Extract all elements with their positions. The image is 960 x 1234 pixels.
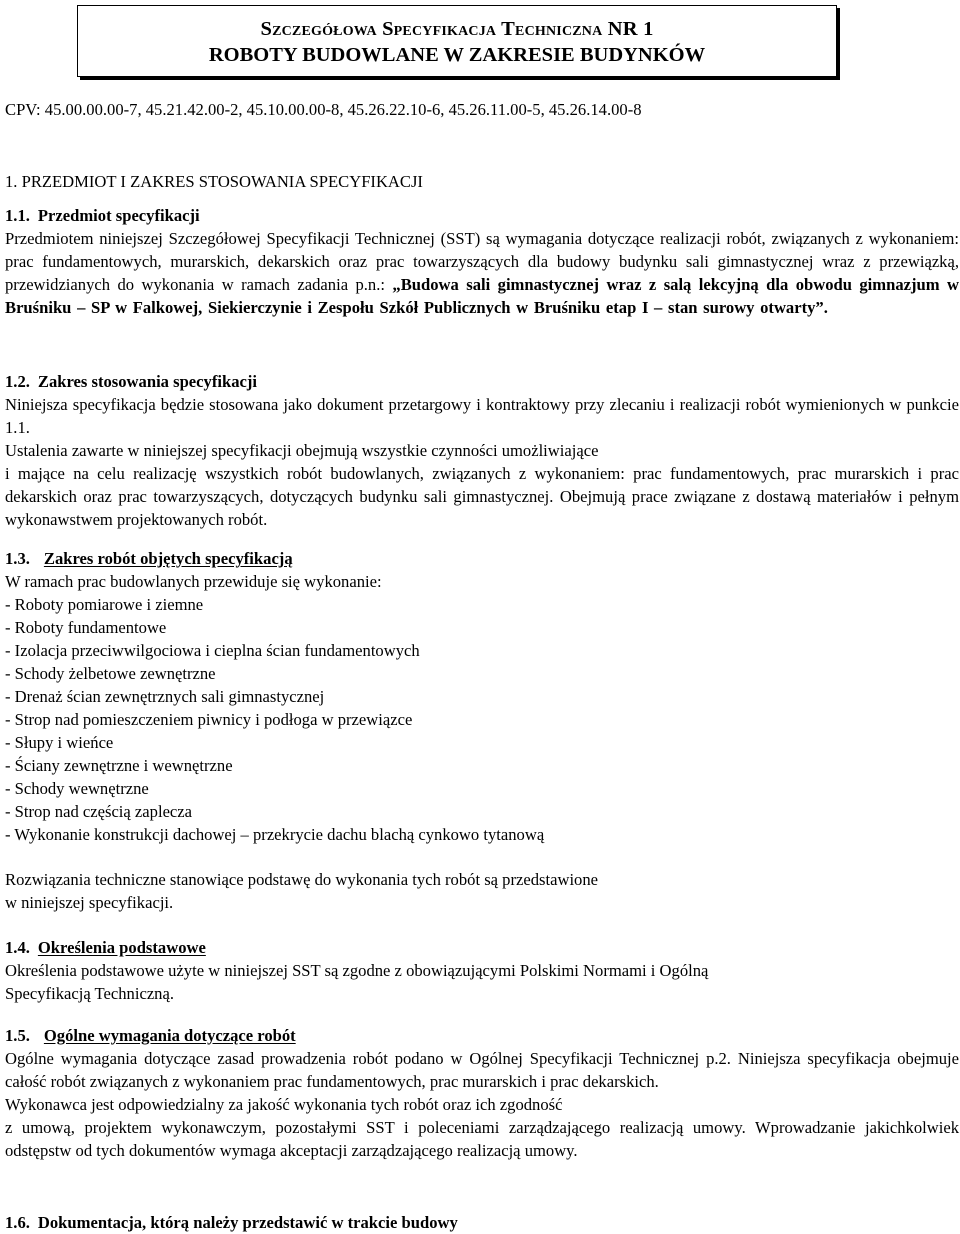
section-1-5-para2-rest: z umową, projektem wykonawczym, pozostałymi SST i poleceniami zarządzającego realizacją umowy. Wprowadzanie jakichkolwiek odstępstw od tych dokumentów wymaga akceptacji zarządzającego realizacją umowy. <box>5 1118 959 1160</box>
section-1-1 <box>5 204 959 319</box>
section-1-3-intro: W ramach prac budowlanych przewiduje się wykonanie: <box>5 572 382 591</box>
section-1-2-para2-line1: Ustalenia zawarte w niniejszej specyfikacji obejmują wszystkie czynności umożliwiające <box>5 441 599 460</box>
section-title: Określenia podstawowe <box>37 938 206 957</box>
document-title: Szczegółowa Specyfikacja Techniczna NR 1 <box>260 18 654 40</box>
list-item: - Ściany zewnętrzne i wewnętrzne <box>5 756 233 775</box>
document-subtitle: ROBOTY BUDOWLANE W ZAKRESIE BUDYNKÓW <box>208 44 706 66</box>
list-item: - Roboty fundamentowe <box>5 618 167 637</box>
list-item: - Wykonanie konstrukcji dachowej – przekrycie dachu blachą cynkowo tytanową <box>5 825 545 844</box>
section-number: 1.1. <box>5 206 30 225</box>
section-1-3-outro-line1: Rozwiązania techniczne stanowiące podstawę do wykonania tych robót są przedstawione <box>5 870 599 889</box>
section-1-heading: 1. PRZEDMIOT I ZAKRES STOSOWANIA SPECYFIKACJI <box>5 172 423 191</box>
section-1-1-project-name: „Budowa sali gimnastycznej wraz z salą lekcyjną dla obwodu gimnazjum w Bruśniku – SP w Falkowej, Siekierczynie i Zespołu Szkół Publicznych w Bruśniku etap I – stan surowy otwarty”. <box>5 275 959 317</box>
section-1-4-line1: Określenia podstawowe użyte w niniejszej SST są zgodne z obowiązującymi Polskimi Normami i Ogólną <box>5 961 709 980</box>
section-1-1-heading <box>5 204 959 227</box>
section-1-2-para1: Niniejsza specyfikacja będzie stosowana jako dokument przetargowy i kontraktowy przy zlecaniu i realizacji robót wymienionych w punkcie 1.1. <box>5 395 959 437</box>
section-number: 1.5. <box>5 1026 30 1045</box>
section-title: Ogólne wymagania dotyczące robót <box>43 1026 296 1045</box>
section-1-5-para1: Ogólne wymagania dotyczące zasad prowadzenia robót podano w Ogólnej Specyfikacji Technicznej p.2. Niniejsza specyfikacja obejmuje całość robót związanych z wykonaniem prac fundamentowych, prac murarskich i prac dekarskich. <box>5 1049 959 1091</box>
section-number: 1.3. <box>5 549 30 568</box>
section-title: Dokumentacja, którą należy przedstawić w trakcie budowy <box>37 1213 458 1232</box>
section-1-3 <box>5 547 959 914</box>
title-box <box>77 5 837 77</box>
section-number: 1.2. <box>5 372 30 391</box>
section-1-2-para2-rest: i mające na celu realizację wszystkich robót budowlanych, związanych z wykonaniem: prac fundamentowych, prac murarskich i prac dekarskich oraz prac towarzyszących, dotyczących budynku sali gimnastycznej. Obejmują prace związane z dostawą materiałów i pełnym wykonawstwem projektowanych robót. <box>5 464 959 529</box>
list-item: - Drenaż ścian zewnętrznych sali gimnastycznej <box>5 687 325 706</box>
list-item: - Schody wewnętrzne <box>5 779 149 798</box>
section-title: Zakres robót objętych specyfikacją <box>43 549 293 568</box>
section-1-3-outro-line2: w niniejszej specyfikacji. <box>5 893 174 912</box>
section-number: 1.4. <box>5 938 30 957</box>
section-1-4 <box>5 936 959 1005</box>
list-item: - Roboty pomiarowe i ziemne <box>5 595 204 614</box>
section-1-6-heading <box>5 1211 959 1234</box>
section-1-4-line2: Specyfikacją Techniczną. <box>5 984 174 1003</box>
list-item: - Strop nad pomieszczeniem piwnicy i podłoga w przewiązce <box>5 710 413 729</box>
section-1-1-text <box>5 227 959 319</box>
section-1-6 <box>5 1211 959 1234</box>
section-1-2 <box>5 370 959 531</box>
section-1-5 <box>5 1024 959 1162</box>
section-number: 1.6. <box>5 1213 30 1232</box>
list-item: - Strop nad częścią zaplecza <box>5 802 193 821</box>
section-1-5-para2-line1: Wykonawca jest odpowiedzialny za jakość wykonania tych robót oraz ich zgodność <box>5 1095 563 1114</box>
section-1-5-heading <box>5 1024 959 1047</box>
section-1-3-heading <box>5 547 959 570</box>
list-item: - Schody żelbetowe zewnętrzne <box>5 664 216 683</box>
list-item: - Słupy i wieńce <box>5 733 114 752</box>
section-1-4-heading <box>5 936 959 959</box>
section-1-1-body: Przedmiotem niniejszej Szczegółowej Specyfikacji Technicznej (SST) są wymagania dotyczące realizacji robót, związanych z wykonaniem: prac fundamentowych, murarskich, dekarskich oraz prac towarzyszących dla budowy budynku sali gimnastycznej wraz z przewiązką, przewidzianych do wykonania w ramach zadania p.n.: <box>5 229 959 294</box>
cpv-codes: CPV: 45.00.00.00-7, 45.21.42.00-2, 45.10.00.00-8, 45.26.22.10-6, 45.26.11.00-5, 45.26.14.00-8 <box>5 100 642 119</box>
section-title: Zakres stosowania specyfikacji <box>37 372 257 391</box>
works-list <box>5 593 959 846</box>
section-title: Przedmiot specyfikacji <box>37 206 200 225</box>
list-item: - Izolacja przeciwwilgociowa i cieplna ścian fundamentowych <box>5 641 420 660</box>
section-1-2-heading <box>5 370 959 393</box>
